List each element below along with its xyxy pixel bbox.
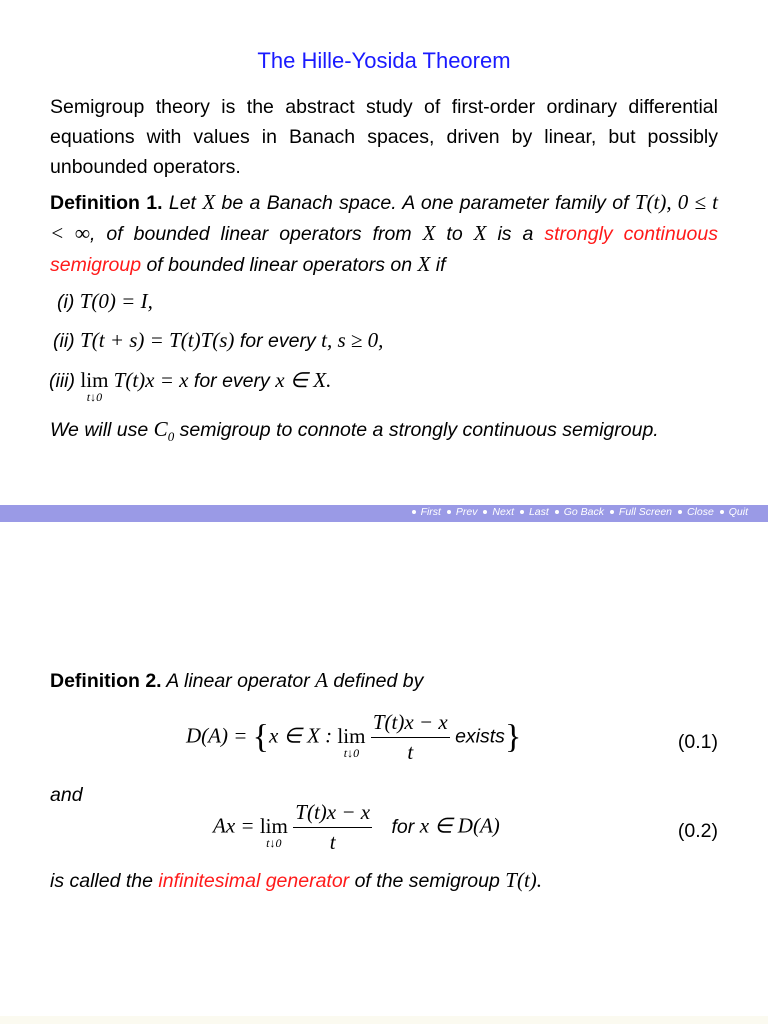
sentence-text: of the semigroup	[349, 870, 506, 892]
nav-close[interactable]	[678, 506, 714, 518]
slide-title: The Hille-Yosida Theorem	[257, 48, 511, 73]
fraction	[293, 800, 372, 855]
nav-quit[interactable]	[720, 506, 748, 518]
nav-label: Next	[492, 506, 515, 518]
equation-number: (0.1)	[677, 731, 718, 753]
highlight-infinitesimal-generator: infinitesimal generator	[158, 870, 350, 892]
def1-text: be a Banach space. A one parameter family of	[215, 192, 635, 214]
def1-text: if	[430, 254, 446, 276]
nav-next[interactable]	[483, 506, 514, 518]
math-expression: x ∈ X :	[268, 723, 338, 748]
fraction-numerator: T(t)x − x	[293, 800, 372, 828]
equation-0-1	[186, 710, 521, 765]
item-text: for every	[234, 330, 322, 352]
condition-ii	[53, 328, 383, 353]
def1-text: to	[435, 223, 474, 245]
lim-text: lim	[337, 723, 366, 748]
nav-label: Last	[528, 506, 549, 518]
lim-subscript: t↓0	[266, 835, 282, 850]
slide-2	[0, 522, 768, 1024]
nav-items	[409, 506, 748, 518]
intro-paragraph: Semigroup theory is the abstract study of first-order ordinary differential equations with values in Banach spaces, driven by linear, but possibly unbounded operators.	[50, 96, 718, 178]
bottom-strip	[0, 1016, 768, 1024]
lim-subscript: t↓0	[343, 745, 360, 760]
and-text: and	[50, 784, 83, 806]
math-expression: T(t)x = x	[108, 368, 189, 392]
item-label: (i)	[57, 291, 80, 313]
remark-text: We will use	[50, 419, 154, 441]
nav-label: Prev	[455, 506, 478, 518]
math-expression: T(0) = I,	[79, 289, 153, 313]
item-text: for every	[188, 370, 276, 392]
math-X: X	[473, 221, 487, 245]
for-text: for	[391, 815, 420, 838]
definition-1	[50, 187, 718, 280]
math-expression: t, s ≥ 0,	[321, 328, 384, 352]
c0-remark	[50, 414, 718, 452]
limit-operator	[337, 723, 366, 760]
def1-text: of bounded linear operators on	[141, 254, 418, 276]
fraction-denominator: t	[407, 740, 414, 764]
math-X: X	[202, 190, 216, 214]
remark-text: semigroup to connote a strongly continuous semigroup.	[174, 419, 659, 441]
nav-label: First	[420, 506, 441, 518]
def2-label: Definition 2.	[50, 670, 162, 692]
exists-text: exists	[449, 725, 505, 748]
def1-text: is a	[486, 223, 545, 245]
lim-text: lim	[259, 813, 288, 838]
nav-label: Go Back	[563, 506, 604, 518]
item-label: (iii)	[49, 370, 81, 392]
sentence-text: is called the	[50, 870, 159, 892]
math-expression: x ∈ D(A)	[419, 813, 500, 838]
math-C: C	[153, 417, 168, 441]
nav-first[interactable]	[412, 506, 441, 518]
highlight-strongly-continuous: strongly continuous semigroup	[50, 223, 718, 276]
math-X: X	[422, 221, 436, 245]
equation-0-2	[213, 800, 500, 855]
math-expression: T(t + s) = T(t)T(s)	[80, 328, 235, 352]
math-subscript: 0	[167, 428, 175, 444]
def2-text: A linear operator	[161, 670, 316, 692]
lim-subscript: t↓0	[86, 390, 103, 404]
nav-full-screen[interactable]	[610, 506, 672, 518]
def1-label: Definition 1.	[50, 192, 163, 214]
nav-label: Full Screen	[618, 506, 673, 518]
nav-label: Quit	[728, 506, 748, 518]
limit-operator	[259, 813, 288, 850]
left-brace: {	[252, 718, 269, 756]
fraction-numerator: T(t)x − x	[371, 710, 450, 738]
right-brace: }	[504, 718, 522, 756]
fraction-denominator: t	[329, 830, 336, 854]
nav-prev[interactable]	[447, 506, 478, 518]
equation-number: (0.2)	[677, 820, 718, 842]
math-Tt: T(t), 0 ≤ t < ∞	[50, 190, 718, 245]
math-X: X	[417, 252, 431, 276]
condition-i	[57, 289, 153, 314]
math-expression: D(A) =	[186, 723, 253, 748]
slide-1	[0, 0, 768, 505]
def1-text: Let	[162, 192, 203, 214]
def1-text: , of bounded linear operators from	[89, 223, 423, 245]
nav-label: Close	[686, 506, 714, 518]
definition-2	[50, 668, 423, 693]
lim-text: lim	[80, 368, 109, 392]
generator-sentence	[50, 868, 542, 893]
limit-operator	[80, 368, 109, 404]
navigation-bar	[0, 505, 768, 522]
nav-last[interactable]	[520, 506, 549, 518]
nav-go-back[interactable]	[555, 506, 604, 518]
def2-text: defined by	[327, 670, 424, 692]
math-A: A	[315, 668, 328, 692]
item-label: (ii)	[53, 330, 81, 352]
math-expression: x ∈ X.	[275, 368, 332, 392]
math-expression: Ax =	[213, 813, 260, 838]
math-expression: T(t).	[505, 868, 543, 892]
condition-iii	[49, 368, 332, 404]
fraction	[371, 710, 450, 765]
